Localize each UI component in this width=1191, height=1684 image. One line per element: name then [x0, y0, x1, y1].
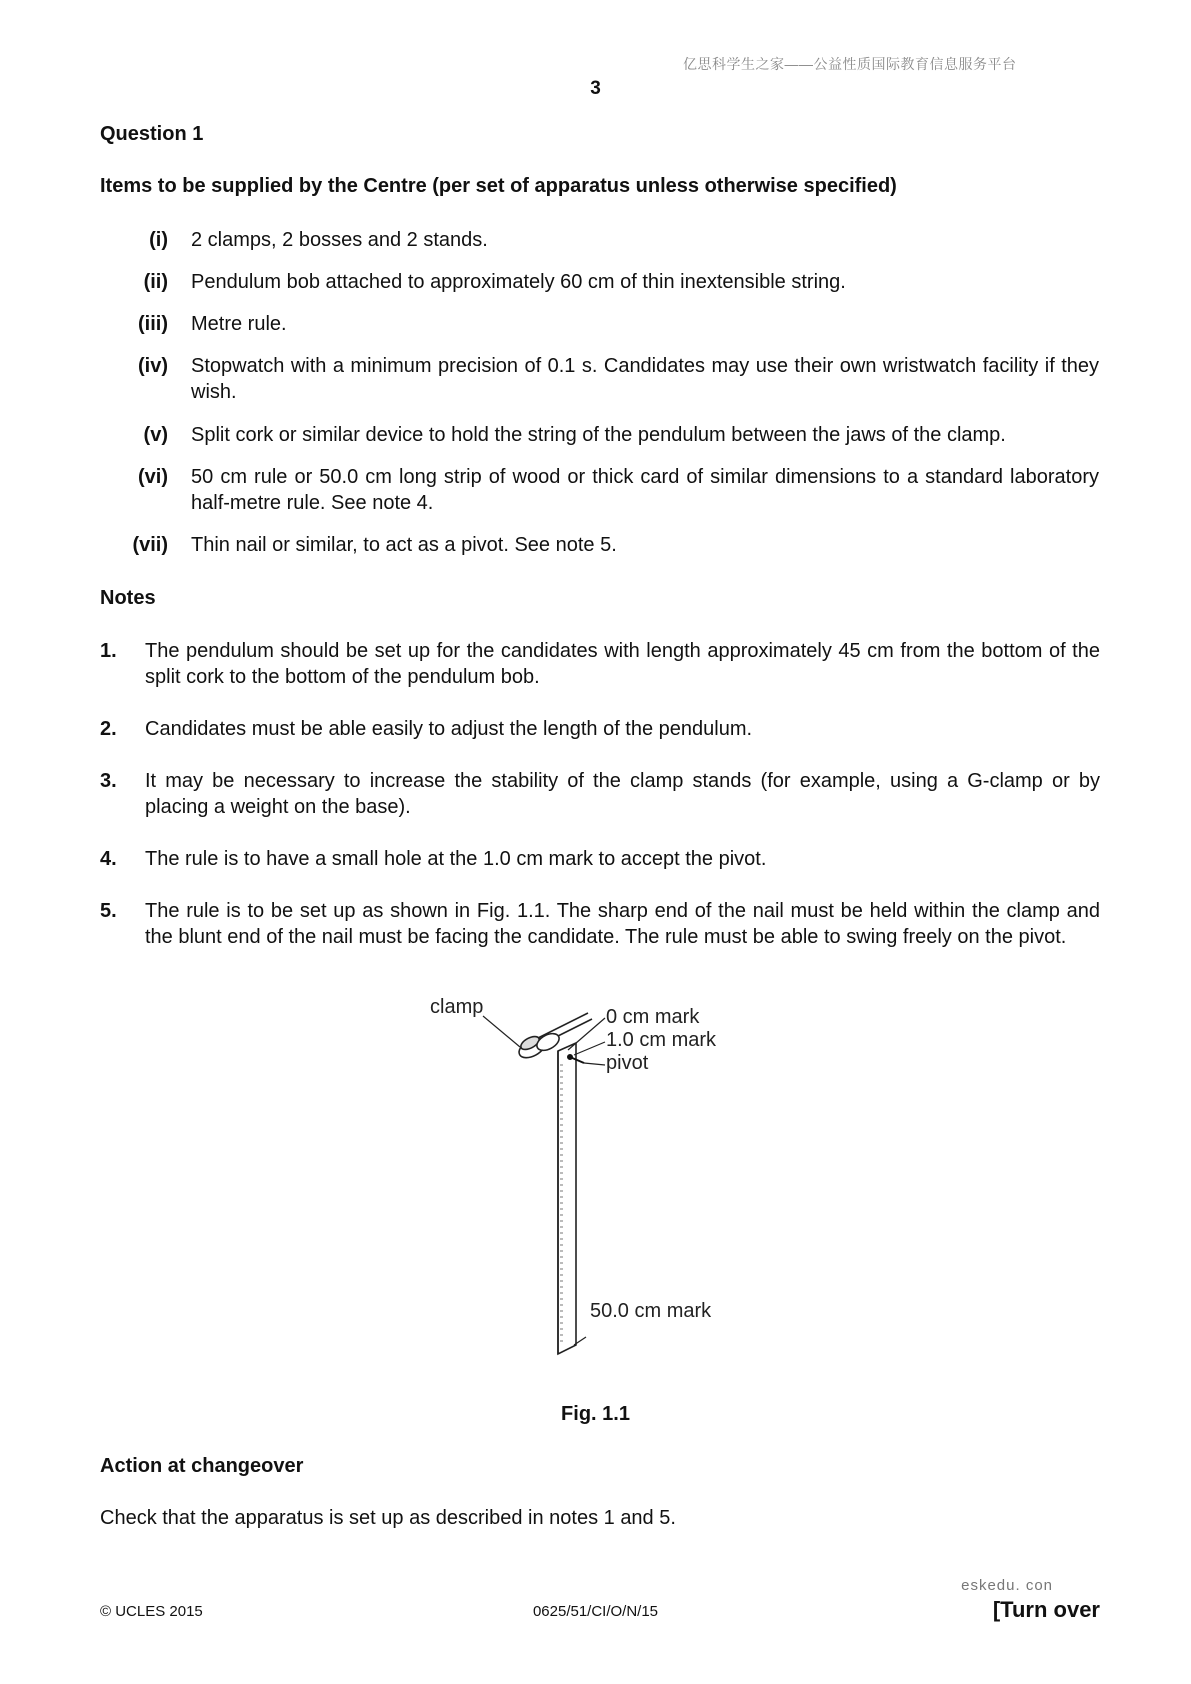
page-number: 3 [590, 78, 601, 99]
ruler-illustration [558, 1043, 576, 1354]
item-number: (vi) [138, 466, 168, 488]
note-number: 2. [100, 718, 117, 740]
clamp-illustration [516, 1013, 592, 1062]
notes-heading: Notes [100, 587, 156, 609]
item-number: (iv) [138, 355, 168, 377]
label-zero-mark: 0 cm mark [606, 1006, 700, 1028]
question-title: Question 1 [100, 123, 204, 145]
note-text: Candidates must be able easily to adjust the length of the pendulum. [145, 718, 753, 740]
item-text: 2 clamps, 2 bosses and 2 stands. [191, 229, 488, 251]
figure-caption: Fig. 1.1 [561, 1403, 630, 1425]
label-fifty-mark: 50.0 cm mark [590, 1300, 712, 1322]
item-number: (iii) [138, 313, 168, 335]
item-text: Metre rule. [191, 313, 287, 335]
item-text: Split cork or similar device to hold the string of the pendulum between the jaws of the clamp. [191, 424, 1006, 446]
item-text: 50 cm rule or 50.0 cm long strip of wood or thick card of similar dimensions to a standard laboratory half-metre rule. See note 4. [191, 466, 1099, 514]
item-text: Thin nail or similar, to act as a pivot. See note 5. [191, 534, 617, 556]
note-number: 3. [100, 770, 117, 792]
figure-1-1 [430, 995, 760, 1375]
item-number: (ii) [143, 271, 168, 293]
note-text: It may be necessary to increase the stability of the clamp stands (for example, using a G-clamp or by placing a weight on the base). [145, 770, 1100, 818]
changeover-heading: Action at changeover [100, 1455, 304, 1477]
turn-over: [Turn over [992, 1597, 1100, 1622]
note-number: 5. [100, 900, 117, 922]
note-number: 1. [100, 640, 117, 662]
label-one-mark: 1.0 cm mark [606, 1029, 717, 1051]
label-pivot: pivot [606, 1052, 649, 1074]
item-number: (vii) [132, 534, 168, 556]
item-text: Pendulum bob attached to approximately 60 cm of thin inextensible string. [191, 271, 846, 293]
note-number: 4. [100, 848, 117, 870]
item-number: (v) [143, 424, 168, 446]
footer-watermark: eskedu. con [961, 1577, 1053, 1594]
footer-code: 0625/51/CI/O/N/15 [532, 1603, 659, 1620]
label-clamp: clamp [430, 996, 484, 1018]
footer-copyright: © UCLES 2015 [100, 1603, 203, 1620]
note-text: The rule is to have a small hole at the 1.0 cm mark to accept the pivot. [145, 848, 767, 870]
item-number: (i) [149, 229, 168, 251]
note-text: The pendulum should be set up for the candidates with length approximately 45 cm from the bottom of the split cork to the bottom of the pendulum bob. [145, 640, 1100, 688]
changeover-text: Check that the apparatus is set up as described in notes 1 and 5. [100, 1507, 676, 1529]
leader-lines [483, 1016, 605, 1345]
header-watermark: 亿思科学生之家——公益性质国际教育信息服务平台 [683, 56, 1017, 72]
note-text: The rule is to be set up as shown in Fig. 1.1. The sharp end of the nail must be held within the clamp and the blunt end of the nail must be facing the candidate. The rule must be able to swing freely on the pivot. [145, 900, 1100, 948]
item-text: Stopwatch with a minimum precision of 0.1 s. Candidates may use their own wristwatch facility if they wish. [191, 355, 1099, 403]
items-heading: Items to be supplied by the Centre (per set of apparatus unless otherwise specified) [100, 175, 897, 197]
